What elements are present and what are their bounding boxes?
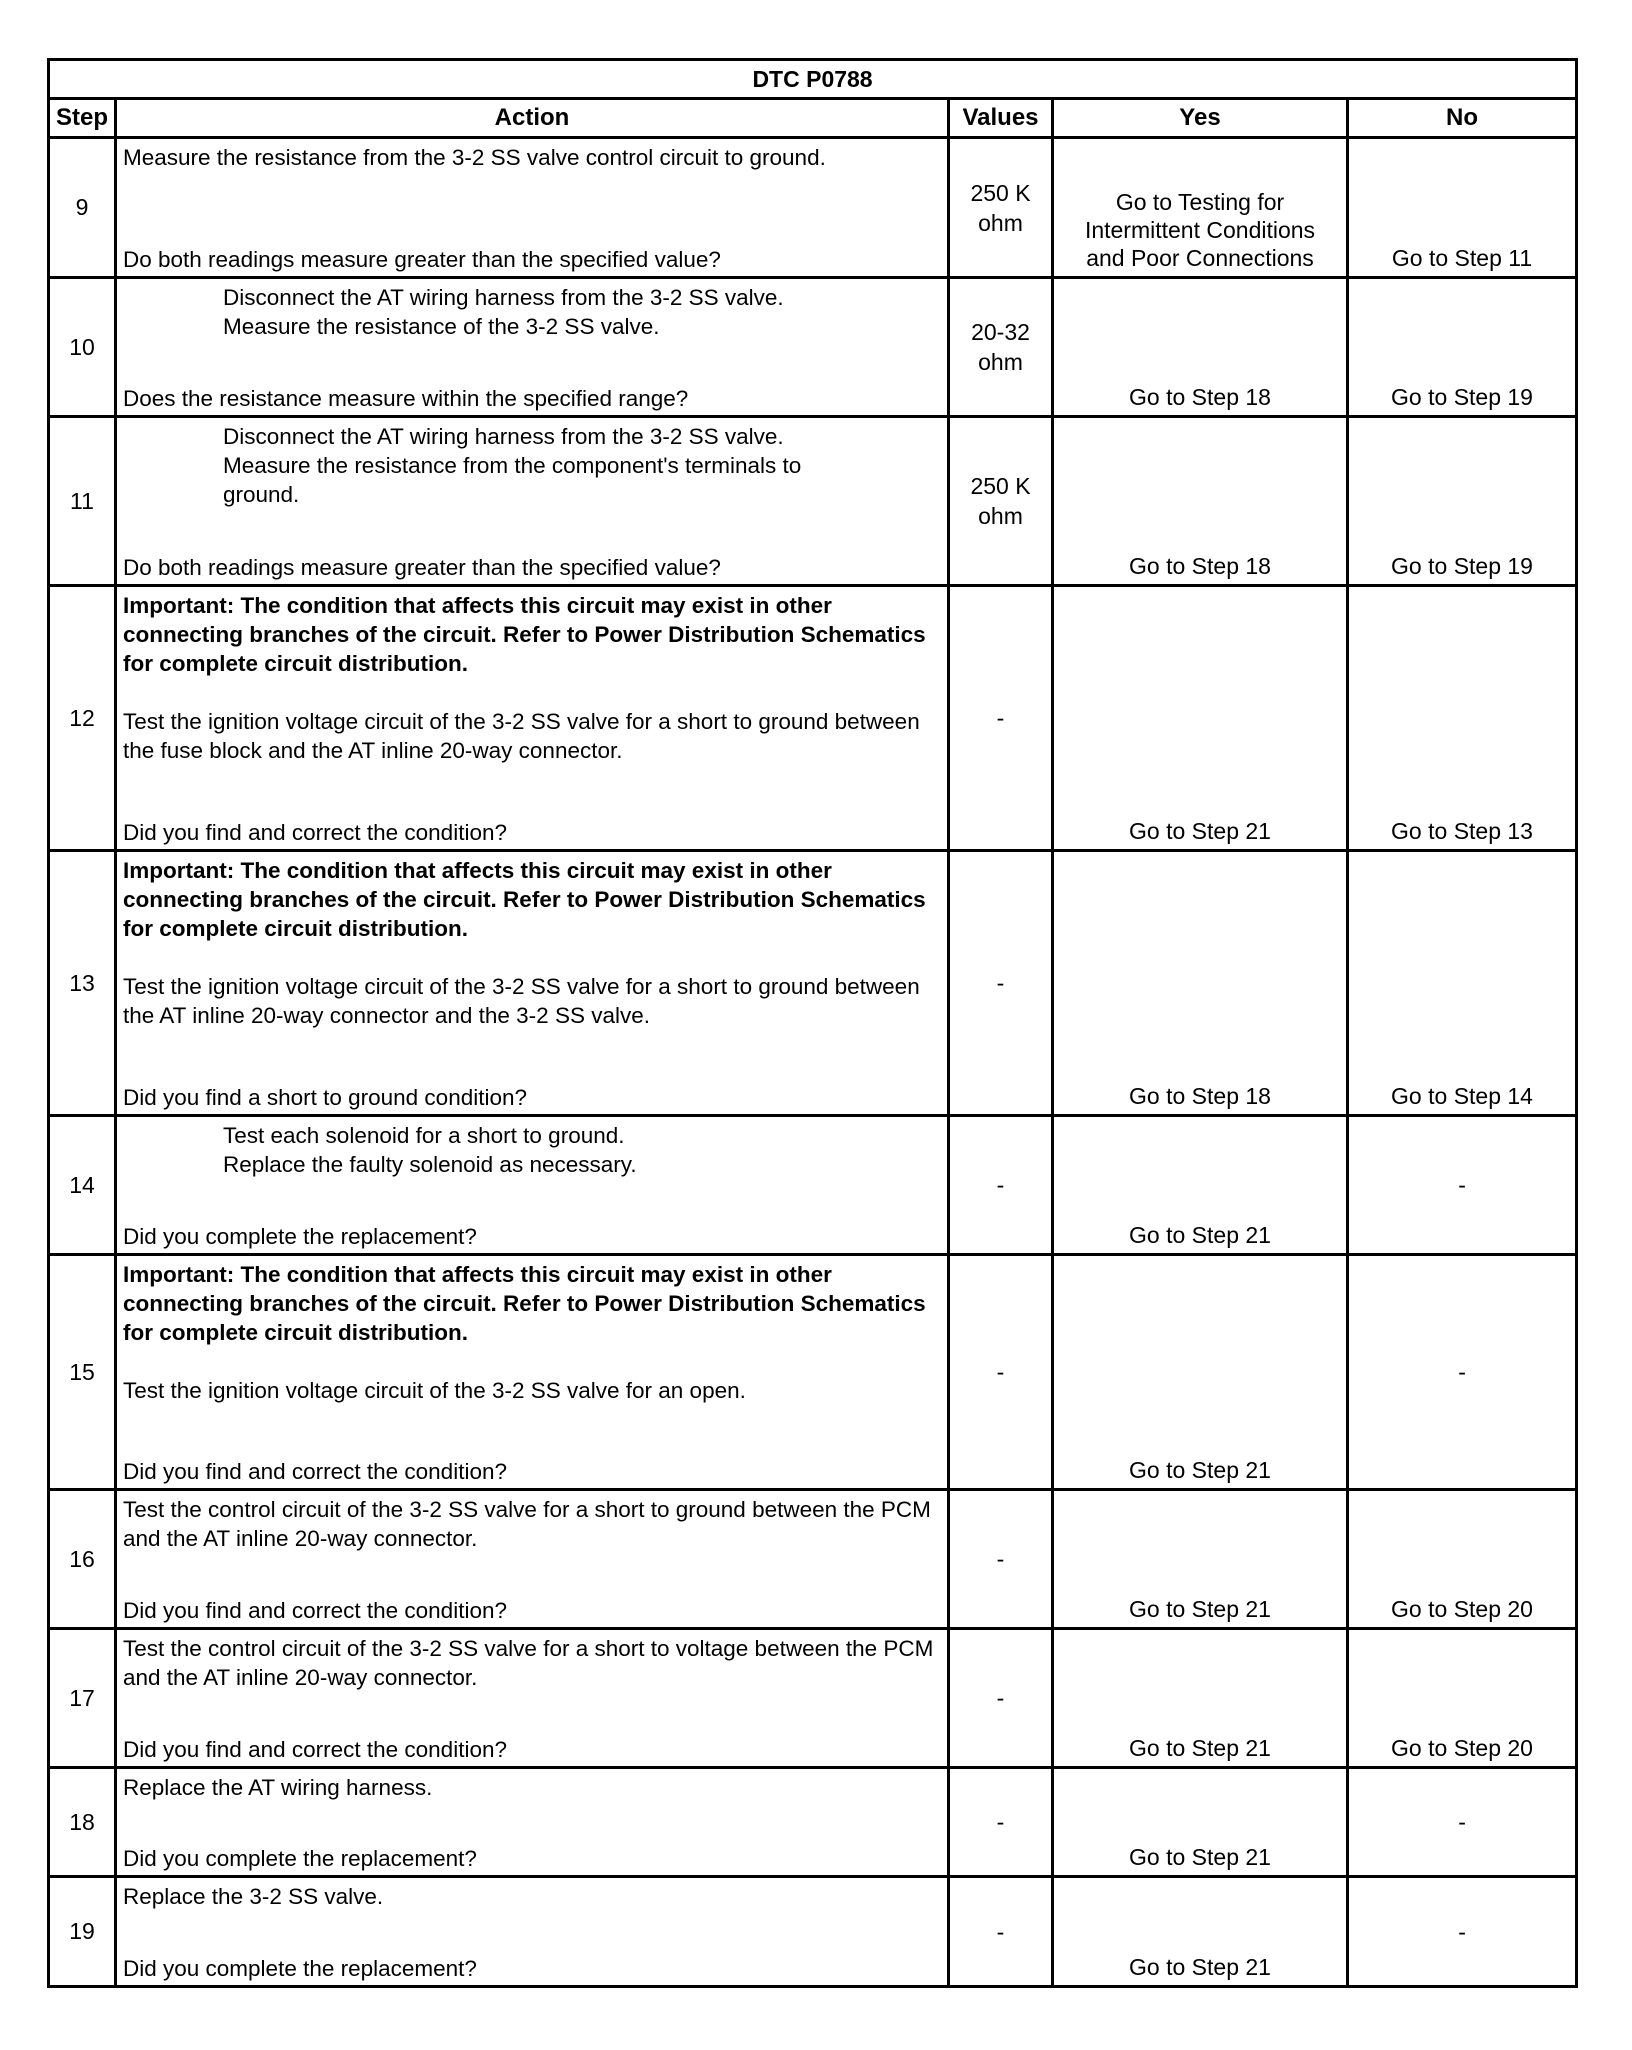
table-row (49, 1877, 1577, 1987)
table-row (49, 138, 1577, 278)
yes-action: Go to Step 18 (1053, 417, 1348, 586)
table-title: DTC P0788 (49, 60, 1577, 99)
no-action: Go to Step 19 (1348, 278, 1577, 417)
action-question: Do both readings measure greater than the specified value? (123, 247, 721, 272)
yes-action: Go to Step 21 (1053, 1490, 1348, 1629)
step-number: 19 (49, 1877, 116, 1987)
action-instruction: Measure the resistance from the component's terminals to (223, 453, 802, 478)
no-action: Go to Step 13 (1348, 586, 1577, 851)
action-question: Did you complete the replacement? (123, 1846, 477, 1871)
table-row (49, 417, 1577, 586)
table-row (49, 586, 1577, 851)
action-cell (116, 1116, 949, 1255)
action-question: Did you find and correct the condition? (123, 1737, 507, 1762)
spec-value: - (949, 1877, 1053, 1987)
spec-value: - (949, 586, 1053, 851)
spec-value: - (949, 1490, 1053, 1629)
action-cell (116, 138, 949, 278)
header-no: No (1348, 99, 1577, 138)
diagnostic-table-sheet (47, 58, 1575, 1988)
header-values: Values (949, 99, 1053, 138)
yes-action: Go to Step 21 (1053, 1768, 1348, 1877)
action-instruction: Test each solenoid for a short to ground. (223, 1123, 625, 1148)
spec-value: - (949, 1629, 1053, 1768)
step-number: 14 (49, 1116, 116, 1255)
spec-value: 250 K ohm (949, 138, 1053, 278)
step-number: 16 (49, 1490, 116, 1629)
yes-action: Go to Step 21 (1053, 1877, 1348, 1987)
action-question: Did you complete the replacement? (123, 1224, 477, 1249)
action-question: Did you find and correct the condition? (123, 820, 507, 845)
dtc-table (47, 58, 1578, 1988)
spec-value: 250 K ohm (949, 417, 1053, 586)
action-instruction: Disconnect the AT wiring harness from the 3-2 SS valve. (223, 285, 784, 310)
action-instruction: Disconnect the AT wiring harness from the 3-2 SS valve. (223, 424, 784, 449)
action-instruction: ground. (223, 482, 300, 507)
table-row (49, 278, 1577, 417)
action-question: Did you find a short to ground condition? (123, 1085, 528, 1110)
yes-action: Go to Step 21 (1053, 1629, 1348, 1768)
action-question: Did you find and correct the condition? (123, 1459, 507, 1484)
spec-value: - (949, 1255, 1053, 1490)
no-action: - (1348, 1116, 1577, 1255)
spec-value: - (949, 1116, 1053, 1255)
no-action: - (1348, 1768, 1577, 1877)
step-number: 10 (49, 278, 116, 417)
table-body (49, 138, 1577, 1987)
action-instruction: Test the ignition voltage circuit of the 3-2 SS valve for a short to ground between the AT inline 20-way connector and the 3-2 SS valve. (123, 974, 920, 1028)
no-action: Go to Step 11 (1348, 138, 1577, 278)
action-instruction: Test the control circuit of the 3-2 SS valve for a short to voltage between the PCM and the AT inline 20-way connector. (123, 1636, 934, 1690)
no-action: - (1348, 1877, 1577, 1987)
spec-value: - (949, 1768, 1053, 1877)
action-cell (116, 851, 949, 1116)
action-question: Did you find and correct the condition? (123, 1598, 507, 1623)
no-action: Go to Step 20 (1348, 1629, 1577, 1768)
step-number: 17 (49, 1629, 116, 1768)
table-row (49, 1768, 1577, 1877)
action-instruction: Measure the resistance of the 3-2 SS valve. (223, 314, 660, 339)
action-cell (116, 1490, 949, 1629)
step-number: 18 (49, 1768, 116, 1877)
action-instruction: Replace the faulty solenoid as necessary. (223, 1152, 637, 1177)
action-cell (116, 278, 949, 417)
table-row (49, 1490, 1577, 1629)
action-cell (116, 1877, 949, 1987)
table-row (49, 851, 1577, 1116)
action-cell (116, 1768, 949, 1877)
no-action: Go to Step 19 (1348, 417, 1577, 586)
table-row (49, 1629, 1577, 1768)
no-action: - (1348, 1255, 1577, 1490)
important-note: Important: The condition that affects this circuit may exist in other connecting branches of the circuit. Refer to Power Distribution Schematics for complete circuit distribution. (123, 858, 926, 941)
action-question: Do both readings measure greater than the specified value? (123, 555, 721, 580)
spec-value: - (949, 851, 1053, 1116)
yes-action: Go to Step 21 (1053, 1255, 1348, 1490)
yes-action: Go to Step 21 (1053, 586, 1348, 851)
action-instruction: Test the ignition voltage circuit of the 3-2 SS valve for a short to ground between the fuse block and the AT inline 20-way connector. (123, 709, 920, 763)
important-note: Important: The condition that affects this circuit may exist in other connecting branches of the circuit. Refer to Power Distribution Schematics for complete circuit distribution. (123, 1262, 926, 1345)
action-instruction: Replace the 3-2 SS valve. (123, 1884, 384, 1909)
step-number: 12 (49, 586, 116, 851)
yes-action: Go to Step 18 (1053, 851, 1348, 1116)
action-cell (116, 586, 949, 851)
step-number: 13 (49, 851, 116, 1116)
action-instruction: Test the control circuit of the 3-2 SS valve for a short to ground between the PCM and the AT inline 20-way connector. (123, 1497, 931, 1551)
table-row (49, 1116, 1577, 1255)
yes-action: Go to Step 21 (1053, 1116, 1348, 1255)
step-number: 11 (49, 417, 116, 586)
action-instruction: Test the ignition voltage circuit of the 3-2 SS valve for an open. (123, 1378, 746, 1403)
header-yes: Yes (1053, 99, 1348, 138)
action-cell (116, 1255, 949, 1490)
action-cell (116, 417, 949, 586)
action-question: Did you complete the replacement? (123, 1956, 477, 1981)
action-cell (116, 1629, 949, 1768)
action-instruction: Replace the AT wiring harness. (123, 1775, 433, 1800)
table-row (49, 1255, 1577, 1490)
action-question: Does the resistance measure within the specified range? (123, 386, 689, 411)
step-number: 15 (49, 1255, 116, 1490)
step-number: 9 (49, 138, 116, 278)
yes-action: Go to Testing for Intermittent Conditions and Poor Connections (1053, 138, 1348, 278)
yes-action: Go to Step 18 (1053, 278, 1348, 417)
no-action: Go to Step 14 (1348, 851, 1577, 1116)
action-instruction: Measure the resistance from the 3-2 SS valve control circuit to ground. (123, 145, 826, 170)
spec-value: 20-32 ohm (949, 278, 1053, 417)
important-note: Important: The condition that affects this circuit may exist in other connecting branches of the circuit. Refer to Power Distribution Schematics for complete circuit distribution. (123, 593, 926, 676)
header-action: Action (116, 99, 949, 138)
no-action: Go to Step 20 (1348, 1490, 1577, 1629)
header-step: Step (49, 99, 116, 138)
